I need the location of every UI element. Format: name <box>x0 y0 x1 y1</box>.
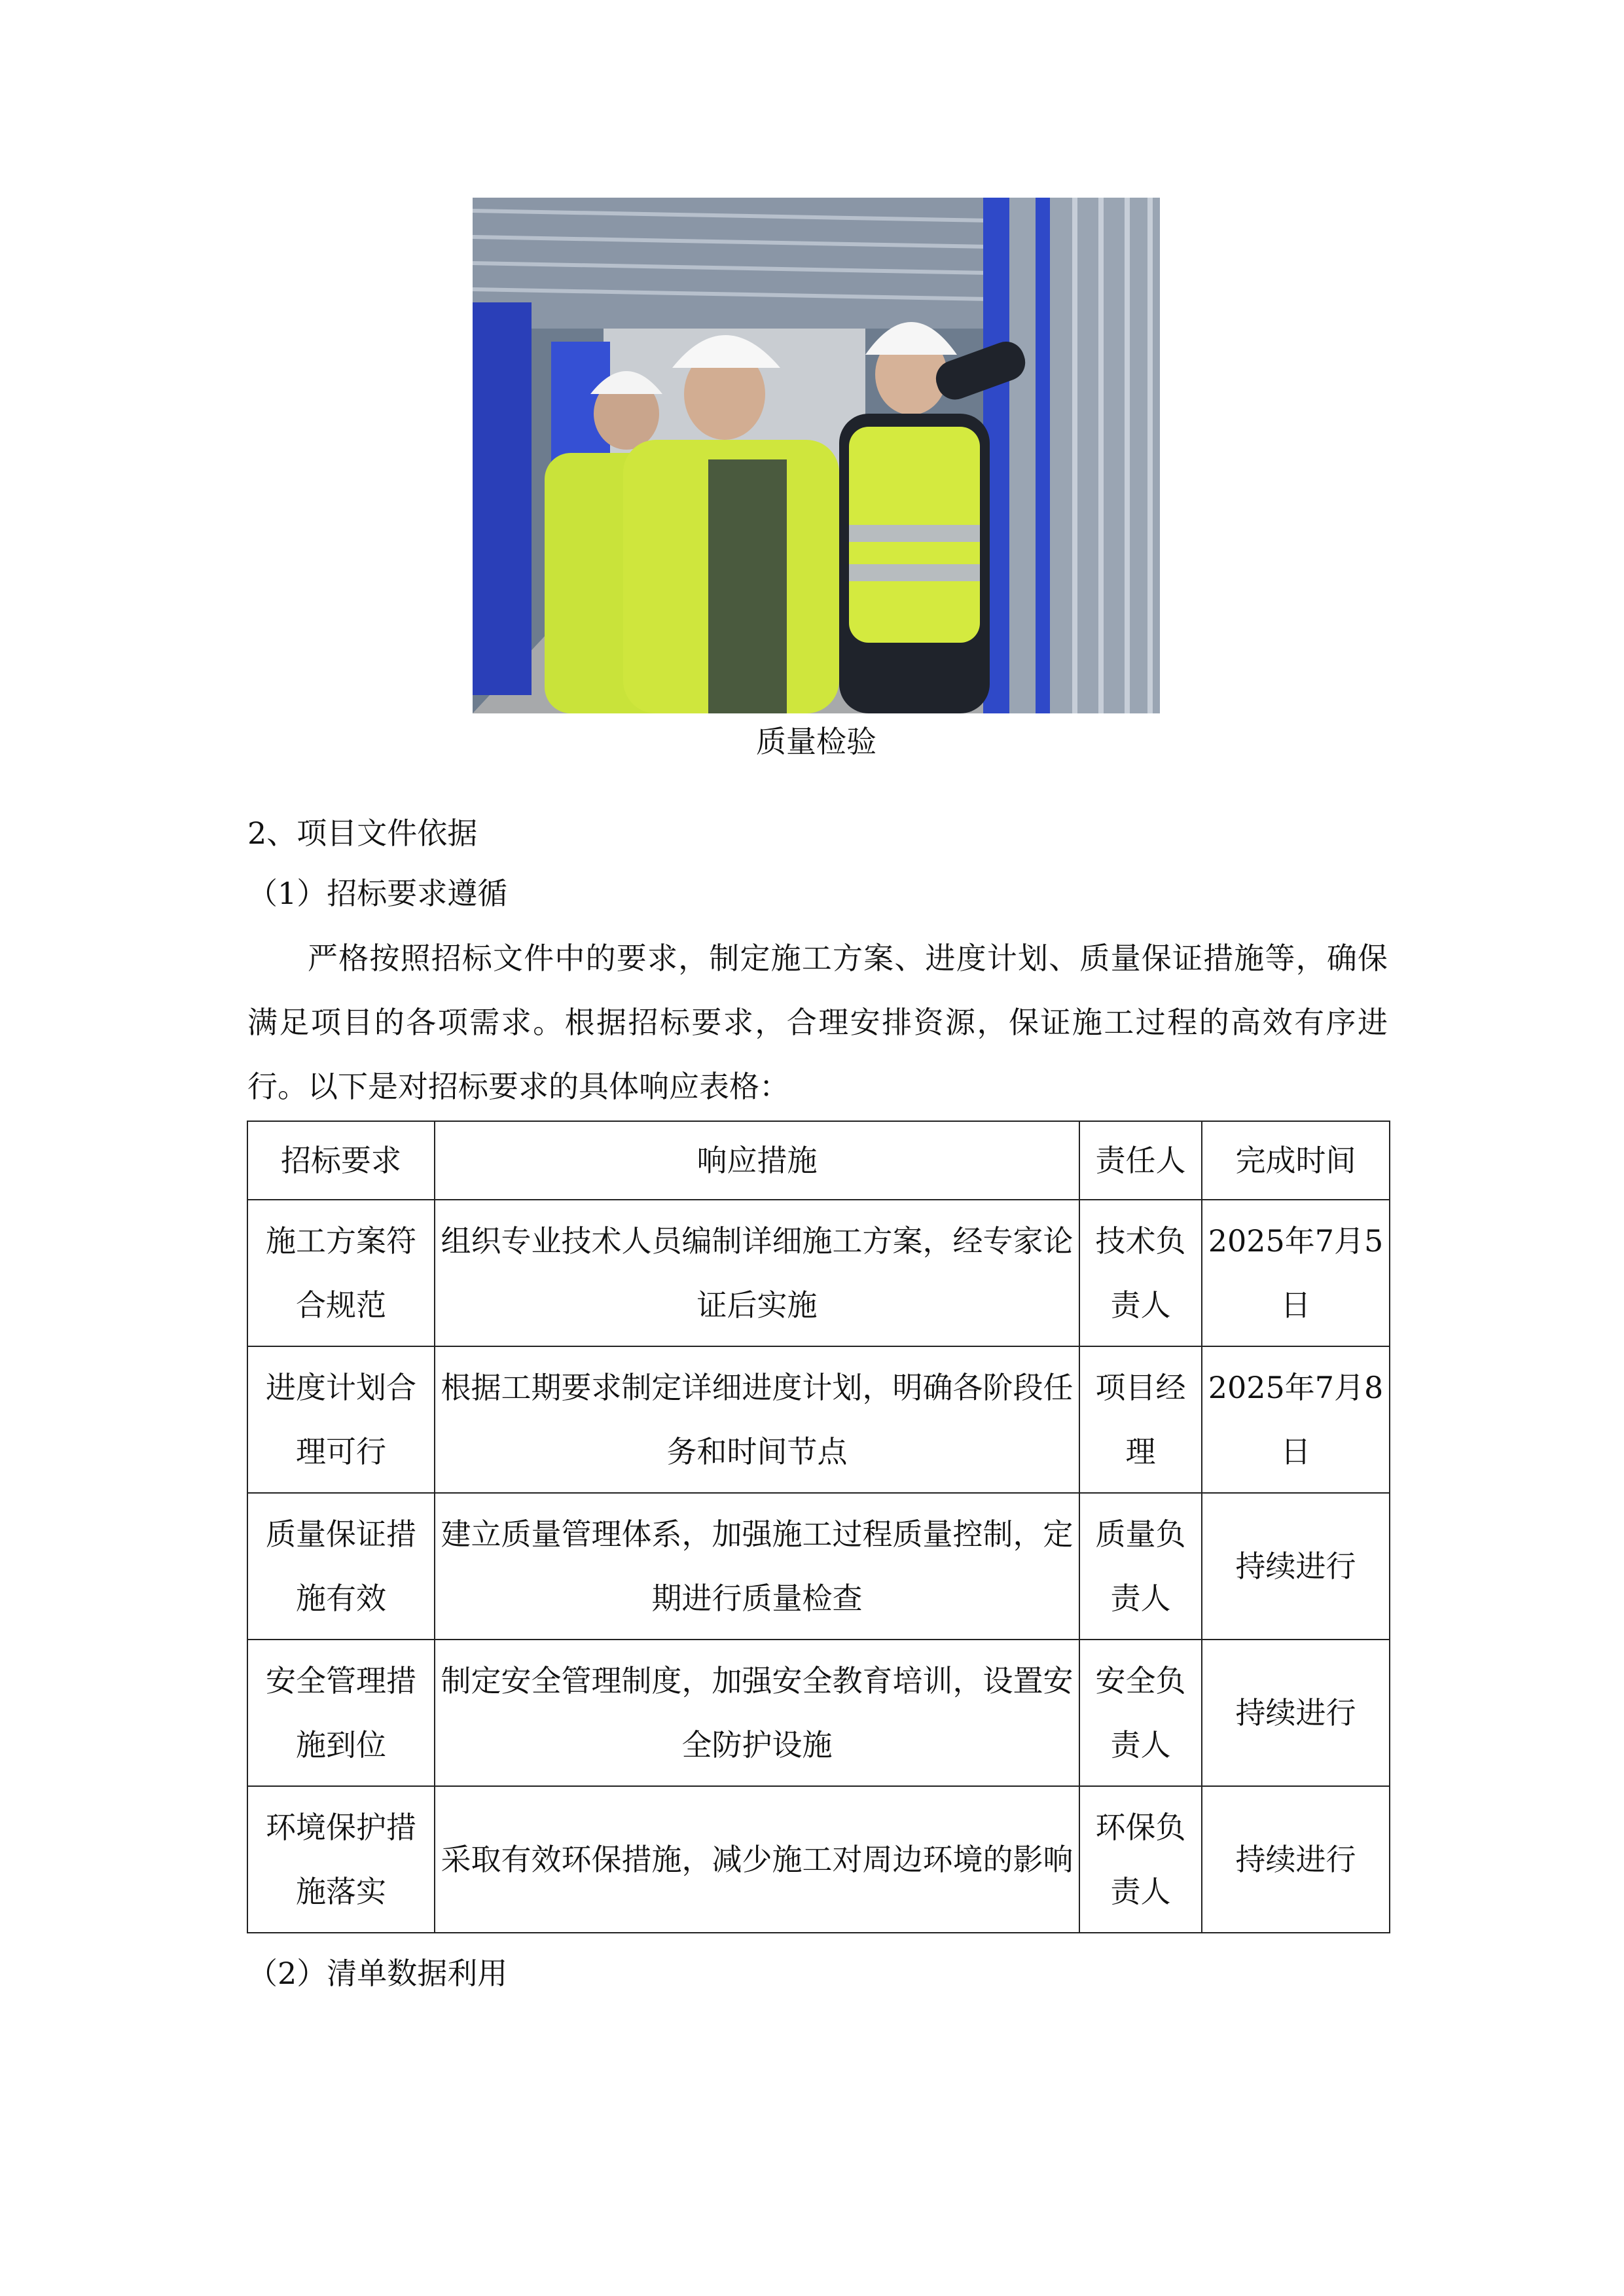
subsection-heading-bill-data: （2）清单数据利用 <box>247 1956 508 1991</box>
body-paragraph: 严格按照招标文件中的要求，制定施工方案、进度计划、质量保证措施等，确保满足项目的各项需求。根据招标要求，合理安排资源，保证施工过程的高效有序进行。以下是对招标要求的具体响应表格： <box>247 941 1388 1104</box>
table-cell: 组织专业技术人员编制详细施工方案，经专家论证后实施 <box>435 1200 1079 1346</box>
table-cell: 建立质量管理体系，加强施工过程质量控制，定期进行质量检查 <box>435 1493 1079 1640</box>
table-row <box>247 1200 1390 1346</box>
table-row <box>247 1786 1390 1933</box>
table-cell: 2025年7月8日 <box>1202 1346 1390 1493</box>
table-cell: 质量保证措施有效 <box>247 1493 435 1640</box>
subsection-heading-bidding: （1）招标要求遵循 <box>247 876 508 911</box>
table-cell: 持续进行 <box>1202 1493 1390 1640</box>
table-cell: 技术负责人 <box>1079 1200 1202 1346</box>
table-cell: 环保负责人 <box>1079 1786 1202 1933</box>
table-cell: 进度计划合理可行 <box>247 1346 435 1493</box>
header-cell: 招标要求 <box>247 1121 435 1200</box>
header-cell: 响应措施 <box>435 1121 1079 1200</box>
table-cell: 制定安全管理制度，加强安全教育培训，设置安全防护设施 <box>435 1640 1079 1786</box>
header-cell: 完成时间 <box>1202 1121 1390 1200</box>
table-cell: 安全负责人 <box>1079 1640 1202 1786</box>
inspection-photo-illustration <box>473 198 1160 713</box>
table-cell: 安全管理措施到位 <box>247 1640 435 1786</box>
table-cell: 根据工期要求制定详细进度计划，明确各阶段任务和时间节点 <box>435 1346 1079 1493</box>
table-row <box>247 1346 1390 1493</box>
table-cell: 持续进行 <box>1202 1640 1390 1786</box>
table-cell: 质量负责人 <box>1079 1493 1202 1640</box>
header-cell: 责任人 <box>1079 1121 1202 1200</box>
table-row <box>247 1493 1390 1640</box>
table-cell: 采取有效环保措施，减少施工对周边环境的影响 <box>435 1786 1079 1933</box>
table-cell: 项目经理 <box>1079 1346 1202 1493</box>
table-header-row <box>247 1121 1390 1200</box>
photo-caption: 质量检验 <box>756 724 876 759</box>
quality-inspection-photo <box>473 198 1160 713</box>
bid-response-table <box>247 1121 1390 1933</box>
table-row <box>247 1640 1390 1786</box>
table-cell: 施工方案符合规范 <box>247 1200 435 1346</box>
section-heading: 2、项目文件依据 <box>247 816 478 851</box>
table-cell: 环境保护措施落实 <box>247 1786 435 1933</box>
table-cell: 2025年7月5日 <box>1202 1200 1390 1346</box>
table-cell: 持续进行 <box>1202 1786 1390 1933</box>
